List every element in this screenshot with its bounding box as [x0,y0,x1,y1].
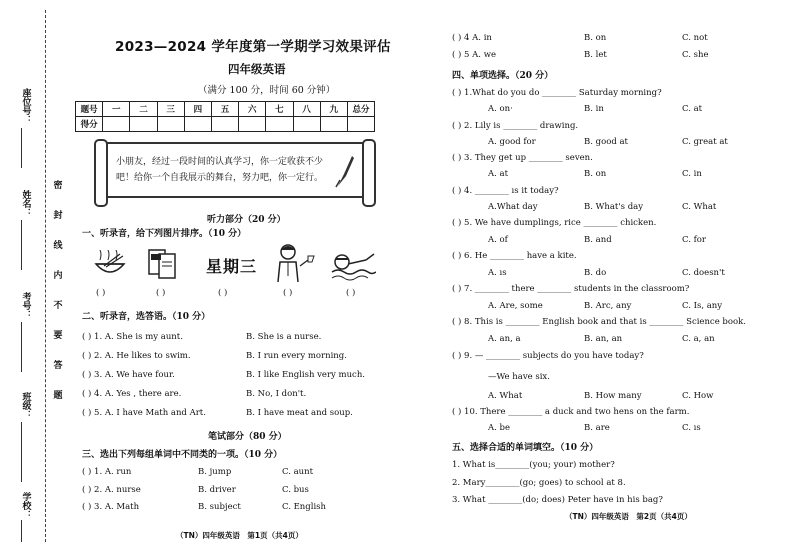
seal-char: 内 [53,271,63,281]
part2-option-b: B. She is a nurse. [246,332,322,342]
part3-option-b: B. driver [198,485,236,495]
part4-option-c: C. ıs [682,423,701,433]
part2-option-b: B. I like English very much. [246,370,365,380]
score-table-header-row [76,102,375,117]
part3-option-c: C. English [282,502,326,512]
part2-option-b: B. I run every morning. [246,351,347,361]
score-input-cell[interactable] [293,117,320,132]
exam-meta: （满分 100 分，时间 60 分钟） [198,85,336,96]
name-label: 姓名： [20,190,31,217]
part4-option-c: C. Is, any [682,301,723,311]
part4-option-b: B. What's day [584,202,644,212]
score-cell: 九 [320,102,347,117]
part4-option-c: C. for [682,235,706,245]
score-cell: 八 [293,102,320,117]
part4-option-a: A. on· [488,104,513,114]
part4-option-b: B. How many [584,391,642,401]
part1-title: 一、听录音，给下列图片排序。（10 分） [82,229,247,239]
part4-option-a: A. What [488,391,523,401]
school-label: 学校： [20,492,31,519]
page2-footer: （TN）四年级英语 第2页（共4页） [565,512,692,521]
part5-question: 2. Mary________(go; goes) to school at 8. [452,478,626,488]
part3-option-c: C. aunt [282,467,314,477]
part2-title: 二、听录音，选答语。（10 分） [82,312,211,322]
part2-question: ( ) 1. A. She is my aunt. [82,332,183,342]
score-table-score-row [76,117,375,132]
score-cell: 题号 [76,102,103,117]
part3-title: 三、选出下列每组单词中不同类的一项。（10 分） [82,450,283,460]
part4-option-a: A. an, a [488,334,521,344]
wednesday-calendar-text: 星期三 [206,257,258,276]
part4-question: ( ) 6. He ________ have a kite. [452,251,577,261]
part3-option-c: C. not [682,33,708,43]
part4-option-c: C. What [682,202,717,212]
score-cell: 总分 [347,102,374,117]
part5-question: 3. What ________(do; does) Peter have in his bag? [452,495,663,505]
part4-dialogue-reply: —We have six. [488,372,550,382]
part4-title: 四、单项选择。（20 分） [452,71,554,81]
picture-answer-blank[interactable]: ( ) [283,288,293,298]
part5-title: 五、选择合适的单词填空。（10 分） [452,443,599,453]
score-input-cell[interactable] [347,117,374,132]
part3-option-c: C. she [682,50,709,60]
doctor-icon [270,242,318,282]
score-cell: 五 [211,102,238,117]
part3-option-b: B. on [584,33,607,43]
part4-option-a: A.What day [488,202,538,212]
part4-option-b: B. on [584,169,607,179]
name-underline [21,220,22,270]
score-table [75,101,375,132]
exam-subject: 四年级英语 [228,62,286,76]
swimmer-icon [330,250,376,282]
score-input-cell[interactable] [184,117,211,132]
part4-option-c: C. in [682,169,702,179]
seal-char: 题 [53,391,63,401]
picture-answer-blank[interactable]: ( ) [96,288,106,298]
part3-question: ( ) 3. A. Math [82,502,140,512]
part4-option-a: A. Are, some [488,301,543,311]
part4-option-a: A. good for [488,137,536,147]
encouragement-text: 小朋友，经过一段时间的认真学习，你一定收获不少吧！给你一个自我展示的舞台，努力吧，你一定行。 [116,157,324,183]
exam-number-underline [21,322,22,372]
seal-char: 答 [53,361,63,371]
score-row-label: 得分 [76,117,103,132]
score-input-cell[interactable] [239,117,266,132]
part4-option-c: C. a, an [682,334,715,344]
part3-option-c: C. bus [282,485,309,495]
part4-option-c: C. great at [682,137,728,147]
score-cell: 二 [130,102,157,117]
seal-char: 线 [53,241,63,251]
part2-option-b: B. I have meat and soup. [246,408,353,418]
cut-line [45,10,46,542]
part4-option-c: C. doesn't [682,268,725,278]
exam-number-label: 考号： [20,292,31,319]
score-input-cell[interactable] [157,117,184,132]
part2-question: ( ) 3. A. We have four. [82,370,175,380]
part4-question: ( ) 10. There ________ a duck and two hens on the farm. [452,407,690,417]
part4-question: ( ) 1.What do you do ________ Saturday morning? [452,88,662,98]
part4-option-a: A. at [488,169,509,179]
encouragement-scroll [100,142,370,198]
part4-question: ( ) 4. ________ ıs it today? [452,186,559,196]
part4-option-b: B. and [584,235,612,245]
score-cell: 六 [239,102,266,117]
part3-question: ( ) 4 A. in [452,33,492,43]
picture-answer-blank[interactable]: ( ) [346,288,356,298]
picture-answer-blank[interactable]: ( ) [156,288,166,298]
score-cell: 一 [103,102,130,117]
part4-option-a: A. ıs [488,268,507,278]
score-cell: 三 [157,102,184,117]
score-input-cell[interactable] [266,117,293,132]
noodle-bowl-icon [90,250,130,282]
quill-pen-icon [334,154,356,188]
score-cell: 七 [266,102,293,117]
part4-question: ( ) 5. We have dumplings, rice ________ chicken. [452,218,657,228]
part4-option-b: B. in [584,104,604,114]
part4-question: ( ) 2. Lily is ________ drawing. [452,121,579,131]
part3-question: ( ) 5 A. we [452,50,496,60]
seal-char: 要 [53,331,63,341]
listening-heading: 听力部分（20 分） [207,215,286,225]
page1-footer: （TN）四年级英语 第1页（共4页） [176,531,303,540]
part2-question: ( ) 4. A. Yes , there are. [82,389,182,399]
part5-question: 1. What is________(you; your) mother? [452,460,615,470]
part4-option-a: A. be [488,423,511,433]
part4-option-c: C. How [682,391,714,401]
books-icon [143,248,183,280]
score-input-cell[interactable] [103,117,130,132]
seal-char: 封 [53,211,63,221]
part4-question: ( ) 9. — ________ subjects do you have today? [452,351,644,361]
school-underline [21,520,22,542]
score-input-cell[interactable] [130,117,157,132]
part3-option-b: B. subject [198,502,241,512]
part4-option-b: B. an, an [584,334,623,344]
part3-question: ( ) 1. A. run [82,467,132,477]
seat-underline [21,128,22,168]
part4-option-a: A. of [488,235,508,245]
part4-option-b: B. are [584,423,610,433]
class-underline [21,422,22,482]
part2-option-b: B. No, I don't. [246,389,307,399]
part3-option-b: B. jump [198,467,232,477]
part4-option-b: B. do [584,268,607,278]
part4-question: ( ) 8. This is ________ English book and that is ________ Science book. [452,317,746,327]
seal-char: 不 [53,301,63,311]
seat-label: 座位号： [20,88,31,124]
part4-option-b: B. Arc, any [584,301,632,311]
part4-option-c: C. at [682,104,703,114]
exam-title: 2023—2024 学年度第一学期学习效果评估 [115,39,391,55]
writing-heading: 笔试部分（80 分） [208,432,287,442]
class-label: 班级： [20,392,31,419]
part2-question: ( ) 2. A. He likes to swim. [82,351,191,361]
score-input-cell[interactable] [211,117,238,132]
score-input-cell[interactable] [320,117,347,132]
part3-option-b: B. let [584,50,607,60]
part3-question: ( ) 2. A. nurse [82,485,141,495]
score-cell: 四 [184,102,211,117]
seal-char: 密 [53,181,63,191]
part4-question: ( ) 3. They get up ________ seven. [452,153,593,163]
part2-question: ( ) 5. A. I have Math and Art. [82,408,206,418]
picture-answer-blank[interactable]: ( ) [218,288,228,298]
part4-question: ( ) 7. ________ there ________ students in the classroom? [452,284,690,294]
part4-option-b: B. good at [584,137,628,147]
